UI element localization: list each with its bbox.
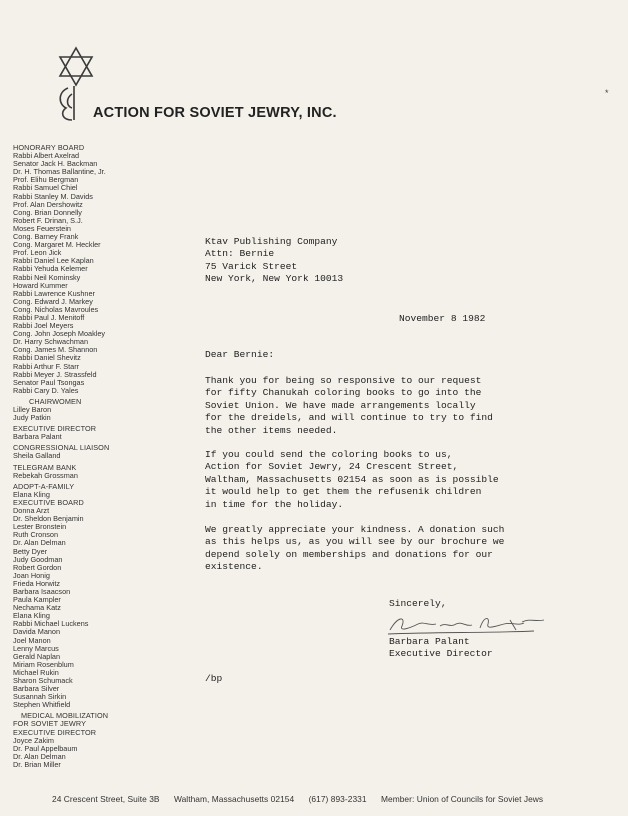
closing: Sincerely,	[389, 598, 447, 609]
footer	[52, 794, 555, 804]
letter-date: November 8 1982	[399, 313, 486, 324]
board-sidebar	[13, 144, 163, 769]
list-item: Cong. Nicholas Mavroules	[13, 304, 99, 314]
list-item: Rabbi Neil Kominsky	[13, 272, 81, 282]
honorary-board-title: HONORARY BOARD	[13, 143, 85, 152]
list-item: Rabbi Paul J. Menitoff	[13, 312, 85, 322]
list-item: Ruth Cronson	[13, 530, 59, 540]
medical-mobilization-subtitle: FOR SOVIET JEWRY	[13, 719, 87, 729]
adopt-a-family-title: ADOPT-A-FAMILY	[13, 481, 75, 491]
paragraph-line: Waltham, Massachusetts 02154 as soon as is possible	[205, 473, 499, 485]
paragraph-line: existence.	[205, 561, 263, 573]
address-line: 75 Varick Street	[205, 260, 298, 272]
list-item: Robert F. Drinan, S.J.	[13, 215, 83, 225]
paragraph-line: depend solely on memberships and donations for our	[205, 548, 493, 560]
list-item: Sheila Galland	[13, 451, 61, 461]
list-item: Judy Patkin	[13, 413, 51, 423]
list-item: Prof. Leon Jick	[13, 248, 62, 258]
list-item: Rabbi Samuel Chiel	[13, 183, 78, 193]
list-item: Davida Manon	[13, 627, 61, 637]
mobilization-executive-director-title: EXECUTIVE DIRECTOR	[13, 727, 97, 737]
paragraph-2	[205, 449, 499, 511]
footer-address: 24 Crescent Street, Suite 3B	[52, 794, 160, 804]
organization-name: ACTION FOR SOVIET JEWRY, INC.	[93, 105, 337, 121]
list-item: Barbara Isaacson	[13, 586, 71, 596]
signer-name: Barbara Palant	[389, 636, 470, 647]
address-line: Ktav Publishing Company	[205, 236, 338, 247]
paragraph-line: We greatly appreciate your kindness. A donation such	[205, 524, 505, 535]
list-item: Barbara Palant	[13, 432, 62, 442]
list-item: Paula Kampler	[13, 595, 61, 605]
list-item: Cong. Barney Frank	[13, 232, 79, 242]
paragraph-1	[205, 375, 493, 437]
paragraph-line: in time for the holiday.	[205, 498, 344, 510]
list-item: Miriam Rosenblum	[13, 659, 74, 669]
paragraph-3	[205, 524, 504, 574]
salutation: Dear Bernie:	[205, 349, 275, 360]
list-item: Sharon Schumack	[13, 676, 73, 685]
footer-phone: (617) 893-2331	[308, 794, 367, 804]
paragraph-line: as this helps us, as you will see by our brochure we	[205, 536, 505, 548]
list-item: Prof. Elihu Bergman	[13, 175, 79, 185]
footer-member: Member: Union of Councils for Soviet Jews	[380, 794, 544, 804]
paragraph-line: If you could send the coloring books to us,	[205, 449, 453, 460]
list-item: Lenny Marcus	[13, 643, 59, 653]
address-line: Attn: Bernie	[205, 248, 275, 260]
typist-initials: /bp	[205, 673, 223, 684]
list-item: Judy Goodman	[13, 554, 63, 564]
list-item: Rabbi Yehuda Kelemer	[13, 264, 88, 274]
list-item: Rabbi Cary D. Yales	[13, 385, 79, 395]
paragraph-line: for the dreidels, and will continue to try to find	[205, 412, 493, 424]
paragraph-line: it would help to get them the refusenik children	[205, 486, 482, 498]
list-item: Cong. Edward J. Markey	[13, 296, 93, 306]
list-item: Senator Paul Tsongas	[13, 377, 85, 387]
signer-title: Executive Director	[389, 648, 493, 660]
list-item: Elana Kling	[13, 489, 50, 499]
list-item: Betty Dyer	[13, 546, 48, 556]
list-item: Rabbi Lawrence Kushner	[13, 288, 95, 298]
list-item: Donna Arzt	[13, 506, 50, 516]
list-item: Rabbi Albert Axelrad	[13, 151, 80, 161]
list-item: Joyce Zakim	[13, 735, 54, 745]
list-item: Dr. Paul Appelbaum	[13, 743, 78, 753]
list-item: Rabbi Meyer J. Strassfeld	[13, 369, 97, 379]
list-item: Rabbi Stanley M. Davids	[13, 191, 93, 201]
signature-block	[389, 636, 493, 661]
list-item: Cong. John Joseph Moakley	[13, 329, 106, 339]
paragraph-line: Action for Soviet Jewry, 24 Crescent Street,	[205, 461, 459, 473]
list-item: Joan Honig	[13, 570, 50, 580]
medical-mobilization-title: MEDICAL MOBILIZATION	[21, 711, 109, 721]
executive-board-title: EXECUTIVE BOARD	[13, 497, 84, 507]
list-item: Joel Manon	[13, 635, 51, 645]
executive-director-title: EXECUTIVE DIRECTOR	[13, 424, 97, 434]
list-item: Prof. Alan Dershowitz	[13, 199, 83, 209]
list-item: Rebekah Grossman	[13, 470, 78, 480]
paragraph-line: for fifty Chanukah coloring books to go into the	[205, 387, 482, 399]
list-item: Cong. Brian Donnelly	[13, 207, 82, 217]
list-item: Elana Kling	[13, 611, 50, 621]
list-item: Rabbi Daniel Lee Kaplan	[13, 256, 94, 266]
recipient-address	[205, 236, 615, 285]
list-item: Michael Rukin	[13, 667, 59, 677]
list-item: Dr. Sheldon Benjamin	[13, 514, 84, 524]
list-item: Moses Feuerstein	[13, 223, 71, 233]
paragraph-line: the other items needed.	[205, 424, 338, 436]
paragraph-line: Soviet Union. We have made arrangements locally	[205, 399, 476, 411]
list-item: Robert Gordon	[13, 562, 62, 572]
honorary-board-list	[13, 152, 163, 395]
list-item: Barbara Silver	[13, 684, 60, 694]
list-item: Stephen Whitfield	[13, 700, 71, 710]
executive-board-list	[13, 507, 163, 709]
list-item: Dr. Harry Schwachman	[13, 337, 89, 347]
list-item: Rabbi Daniel Shevitz	[13, 353, 81, 363]
list-item: Lester Bronstein	[13, 522, 67, 532]
chairwomen-title: CHAIRWOMEN	[29, 396, 82, 406]
list-item: Frieda Horwitz	[13, 578, 61, 588]
telegram-bank-title: TELEGRAM BANK	[13, 462, 77, 472]
list-item: Rabbi Michael Luckens	[13, 619, 89, 629]
list-item: Dr. H. Thomas Ballantine, Jr.	[13, 167, 106, 177]
congressional-liaison-title: CONGRESSIONAL LIAISON	[13, 443, 110, 453]
address-line: New York, New York 10013	[205, 272, 344, 284]
list-item: Dr. Brian Miller	[13, 759, 61, 769]
list-item: Rabbi Arthur F. Starr	[13, 361, 80, 371]
list-item: Nechama Katz	[13, 603, 61, 613]
corner-mark: *	[605, 88, 609, 98]
list-item: Susannah Sirkin	[13, 692, 67, 702]
handwritten-signature	[384, 612, 554, 638]
list-item: Lilley Baron	[13, 405, 52, 414]
list-item: Cong. James M. Shannon	[13, 345, 98, 355]
list-item: Howard Kummer	[13, 280, 68, 290]
list-item: Senator Jack H. Backman	[13, 159, 98, 169]
paragraph-line: Thank you for being so responsive to our request	[205, 375, 482, 386]
list-item: Cong. Margaret M. Heckler	[13, 240, 101, 250]
list-item: Dr. Alan Delman	[13, 751, 66, 761]
list-item: Rabbi Joel Meyers	[13, 321, 74, 331]
footer-city: Waltham, Massachusetts 02154	[173, 794, 295, 804]
list-item: Gerald Naplan	[13, 651, 61, 661]
list-item: Dr. Alan Delman	[13, 538, 66, 548]
